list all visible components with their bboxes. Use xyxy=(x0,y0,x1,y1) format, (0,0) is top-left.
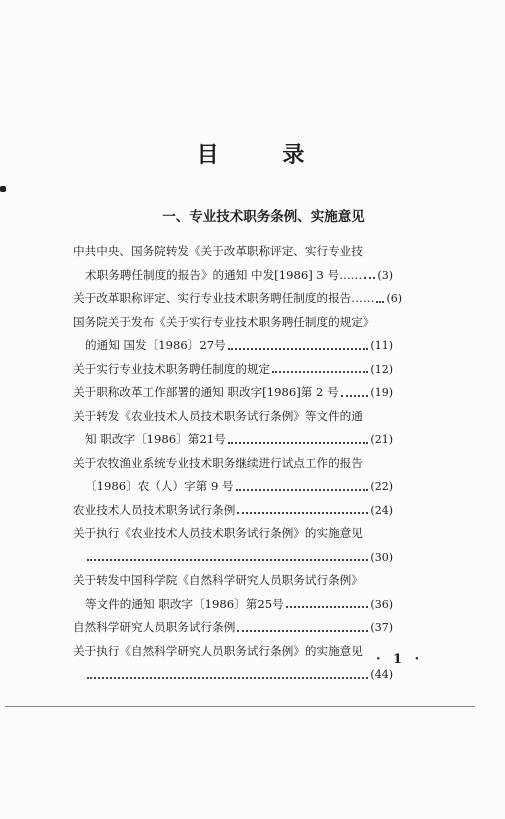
leader-dots xyxy=(228,442,369,444)
toc-page-number: (30) xyxy=(370,550,393,564)
toc-page-number: (24) xyxy=(370,503,393,517)
toc-line xyxy=(73,287,403,311)
page-number: · 1 · xyxy=(376,652,424,667)
toc-entry-text: 农业技术人员技术职务试行条例 xyxy=(73,502,236,517)
leader-dots xyxy=(286,606,369,608)
toc-line xyxy=(73,334,393,358)
leader-dots xyxy=(341,395,369,397)
toc-line xyxy=(73,405,393,429)
toc-line xyxy=(73,522,393,546)
toc-line xyxy=(73,358,393,382)
toc-line xyxy=(73,569,393,593)
toc-entry-text: 等文件的通知 职改字〔1986〕第25号 xyxy=(85,596,284,611)
toc-entry xyxy=(73,616,393,640)
toc-entry-text: 自然科学研究人员职务试行条例 xyxy=(73,620,236,634)
leader-dots xyxy=(87,559,368,561)
toc-entry xyxy=(73,287,403,311)
toc-line xyxy=(73,240,393,264)
toc-line xyxy=(73,640,393,664)
toc-line xyxy=(73,499,393,523)
toc-entry xyxy=(73,452,393,499)
toc-line xyxy=(73,546,393,570)
toc-line xyxy=(73,616,393,640)
leader-dots xyxy=(236,489,369,491)
toc-page-number: (37) xyxy=(370,621,393,634)
toc-line xyxy=(73,428,393,452)
toc-entry xyxy=(73,522,393,569)
scan-mark xyxy=(0,186,6,192)
toc-line xyxy=(73,381,393,405)
leader-dots xyxy=(228,348,369,350)
leader-dots xyxy=(87,677,368,679)
toc-page-number: (22) xyxy=(370,480,393,493)
toc-entry-text: 关于执行《农业技术人员技术职务试行条例》的实施意见 xyxy=(73,526,363,540)
toc-page-number: (11) xyxy=(370,339,393,352)
toc-entry xyxy=(73,569,393,616)
bottom-rule xyxy=(5,706,475,707)
toc-page-number: (21) xyxy=(370,433,393,446)
toc-entry-text: 〔1986〕农（人）字第 9 号 xyxy=(85,479,234,493)
leader-dots xyxy=(237,630,368,632)
toc-page-number: (36) xyxy=(370,597,393,611)
section-heading: 一、专业技术职务条例、实施意见 xyxy=(162,209,365,225)
toc-line xyxy=(73,452,393,476)
toc-line xyxy=(73,311,393,335)
toc-line xyxy=(73,264,393,288)
leader-dots xyxy=(237,512,368,514)
toc-entry xyxy=(73,358,393,382)
toc-entry-text: 关于转发《农业技术人员技术职务试行条例》等文件的通 xyxy=(73,408,363,423)
toc-page-number: (12) xyxy=(370,362,393,376)
toc-page-number: (19) xyxy=(370,386,393,399)
toc-entry xyxy=(73,640,393,687)
toc-entry-text: 的通知 国发〔1986〕27号 xyxy=(85,338,226,352)
toc-page-number: (3) xyxy=(377,268,393,282)
table-of-contents xyxy=(73,240,403,687)
toc-entry-text: 关于实行专业技术职务聘任制度的规定 xyxy=(73,361,271,376)
toc-entry-text: 中共中央、国务院转发《关于改革职称评定、实行专业技 xyxy=(73,244,363,258)
toc-entry xyxy=(73,311,393,358)
toc-entry-text: 术职务聘任制度的报告》的通知 中发[1986] 3 号…… xyxy=(85,267,363,282)
leader-dots xyxy=(364,277,375,279)
toc-entry xyxy=(73,381,393,405)
toc-page-number: (6) xyxy=(386,292,403,305)
toc-entry-text: 国务院关于发布《关于实行专业技术职务聘任制度的规定》 xyxy=(73,314,375,329)
toc-page-number: (44) xyxy=(370,668,393,681)
toc-entry-text: 关于转发中国科学院《自然科学研究人员职务试行条例》 xyxy=(73,573,363,587)
leader-dots xyxy=(272,371,368,373)
toc-entry-text: 关于农牧渔业系统专业技术职务继续进行试点工作的报告 xyxy=(73,455,363,470)
toc-entry xyxy=(73,499,393,523)
toc-entry-text: 知 职改字〔1986〕第21号 xyxy=(85,432,226,446)
toc-line xyxy=(73,663,393,687)
toc-entry-text: 关于执行《自然科学研究人员职务试行条例》的实施意见 xyxy=(73,643,363,658)
toc-entry xyxy=(73,240,393,287)
toc-entry xyxy=(73,405,393,452)
leader-dots xyxy=(376,301,384,303)
toc-line xyxy=(73,475,393,499)
page-title: 目 录 xyxy=(196,142,333,168)
toc-entry-text: 关于职称改革工作部署的通知 职改字[1986]第 2 号 xyxy=(73,385,339,399)
toc-line xyxy=(73,593,393,617)
toc-entry-text: 关于改革职称评定、实行专业技术职务聘任制度的报告…… xyxy=(73,291,375,305)
